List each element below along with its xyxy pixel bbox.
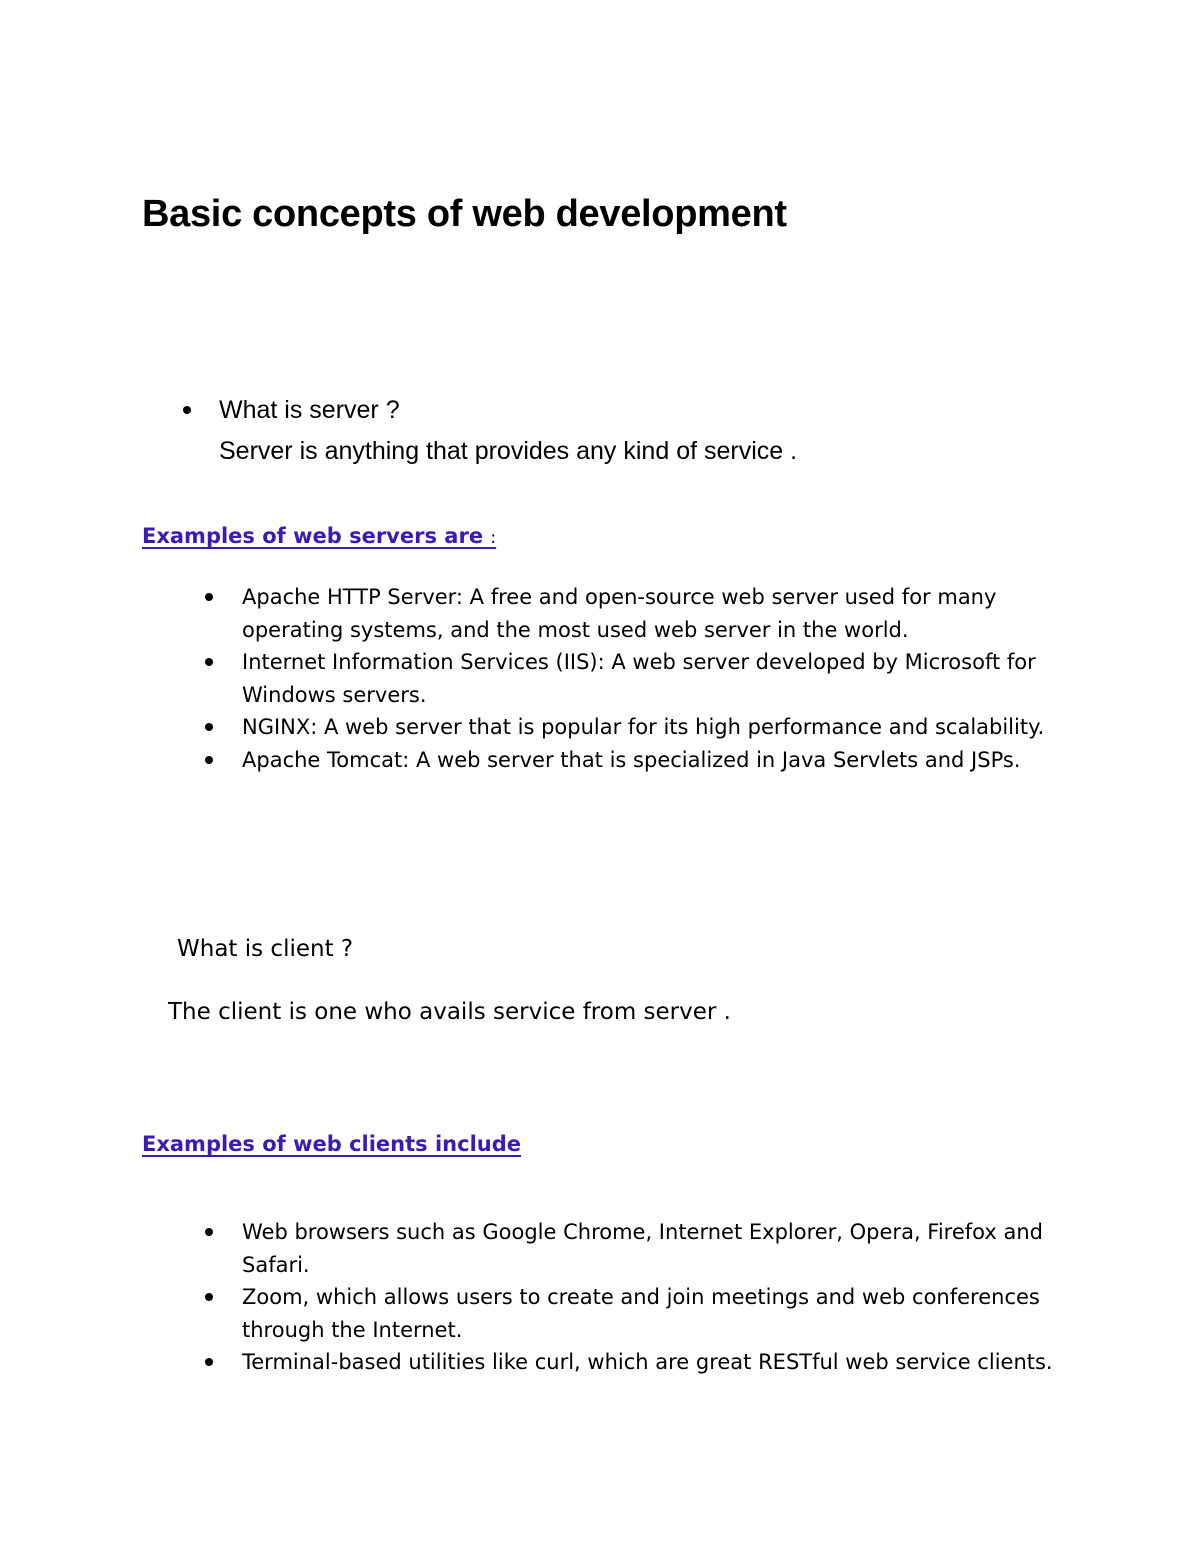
list-item (200, 1346, 1080, 1379)
list-item-text: Internet Information Services (IIS): A web server developed by Microsoft for Windows servers. (242, 650, 1036, 707)
servers-heading[interactable] (142, 524, 496, 548)
bullet-icon (205, 756, 213, 764)
client-question: What is client ? (177, 936, 354, 962)
clients-list (200, 1216, 1080, 1379)
bullet-icon (205, 593, 213, 601)
list-item (200, 581, 1080, 646)
list-item (200, 711, 1080, 744)
list-item-text: NGINX: A web server that is popular for its high performance and scalability. (242, 715, 1045, 739)
bullet-icon (205, 1228, 213, 1236)
list-item-text: Apache HTTP Server: A free and open-source web server used for many operating systems, and the most used web server in the world. (242, 585, 997, 642)
servers-heading-colon: : (490, 528, 497, 548)
bullet-icon (205, 723, 213, 731)
list-item-text: Terminal-based utilities like curl, which are great RESTful web service clients. (242, 1350, 1053, 1374)
list-item-text: Apache Tomcat: A web server that is specialized in Java Servlets and JSPs. (242, 747, 1021, 772)
bullet-icon (205, 1358, 213, 1366)
list-item-text: Zoom, which allows users to create and join meetings and web conferences through the Internet. (242, 1285, 1040, 1342)
servers-list (200, 581, 1080, 776)
list-item (200, 646, 1080, 711)
bullet-icon (205, 658, 213, 666)
list-item (200, 1281, 1080, 1346)
list-item (200, 744, 1080, 777)
server-question: What is server ? (219, 396, 400, 424)
servers-heading-link[interactable]: Examples of web servers are (142, 524, 484, 548)
list-item (200, 1216, 1080, 1281)
page-title: Basic concepts of web development (142, 193, 787, 235)
list-item-text: Web browsers such as Google Chrome, Internet Explorer, Opera, Firefox and Safari. (242, 1220, 1043, 1277)
clients-heading-link[interactable]: Examples of web clients include (142, 1132, 521, 1156)
server-answer: Server is anything that provides any kind of service . (219, 437, 798, 465)
client-answer: The client is one who avails service from server . (168, 999, 731, 1025)
server-question-bullet (183, 406, 191, 414)
bullet-icon (205, 1293, 213, 1301)
server-question-block (219, 390, 797, 472)
clients-heading[interactable] (142, 1132, 521, 1156)
